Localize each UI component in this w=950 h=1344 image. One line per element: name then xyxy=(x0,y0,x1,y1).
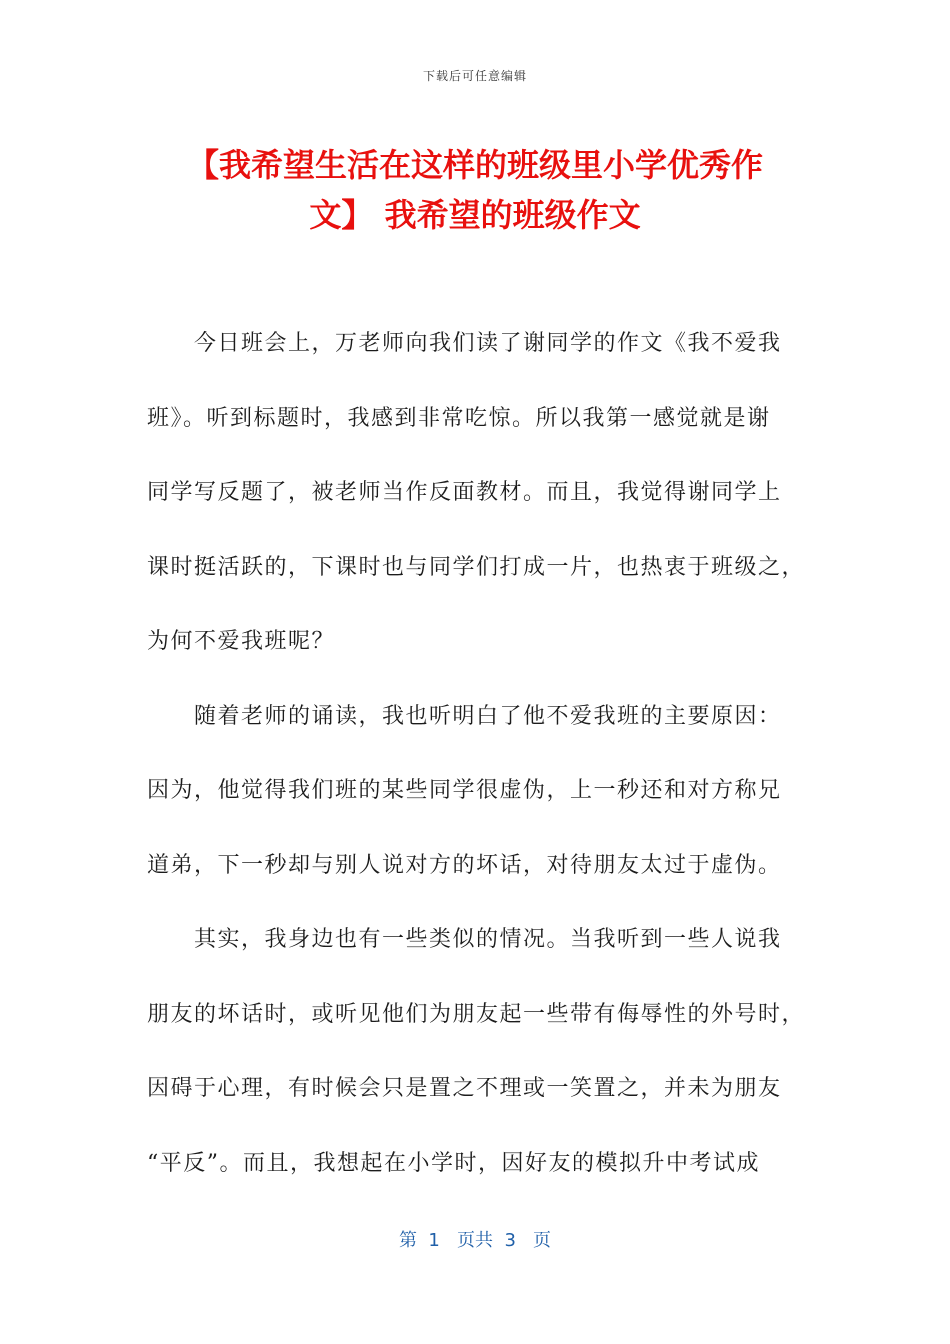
body-line: 为何不爱我班呢？ xyxy=(147,629,336,654)
body-line: 同学写反题了，被老师当作反面教材。而且，我觉得谢同学上 xyxy=(147,480,782,505)
body-line: 朋友的坏话时，或听见他们为朋友起一些带有侮辱性的外号时， xyxy=(147,1001,806,1027)
body-line: “平反”。而且，我想起在小学时，因好友的模拟升中考试成 xyxy=(147,1150,760,1176)
body-line: 因碍于心理，有时候会只是置之不理或一笑置之，并未为朋友 xyxy=(147,1076,782,1101)
body-line: 因为，他觉得我们班的某些同学很虚伪，上一秒还和对方称兄 xyxy=(147,778,782,803)
header-note: 下载后可任意编辑 xyxy=(422,69,527,83)
title-line-2: 文】 我希望的班级作文 xyxy=(309,196,641,234)
title-line-1: 【我希望生活在这样的班级里小学优秀作 xyxy=(186,146,763,184)
body-line: 其实，我身边也有一些类似的情况。当我听到一些人说我 xyxy=(194,927,782,952)
document-title xyxy=(120,140,830,240)
body-line: 道弟，下一秒却与别人说对方的坏话，对待朋友太过于虚伪。 xyxy=(147,852,782,878)
body-line: 课时挺活跃的，下课时也与同学们打成一片，也热衷于班级之， xyxy=(147,554,806,580)
body-line: 随着老师的诵读，我也听明白了他不爱我班的主要原因： xyxy=(194,703,782,729)
page-number-footer: 第 1 页共 3 页 xyxy=(398,1230,552,1251)
document-body xyxy=(147,320,807,1214)
body-line: 今日班会上，万老师向我们读了谢同学的作文《我不爱我 xyxy=(194,331,782,356)
body-line: 班》。听到标题时，我感到非常吃惊。所以我第一感觉就是谢 xyxy=(147,405,771,431)
